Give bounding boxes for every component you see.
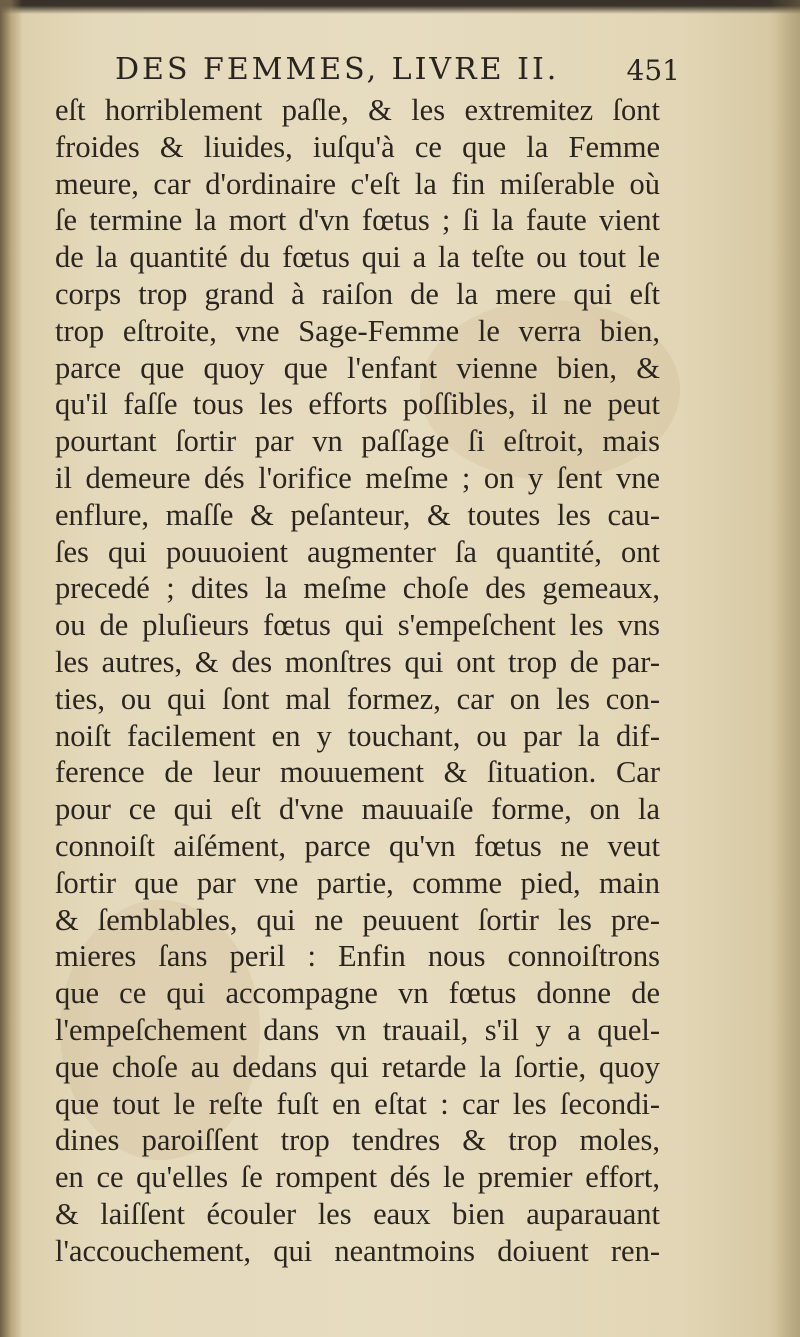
text-line: meure, car d'ordinaire c'eſt la fin miſerable où (55, 166, 660, 201)
text-line: precedé ; dites la meſme choſe des gemeaux, (55, 571, 660, 606)
text-line: dines paroiſſent trop tendres & trop moles, (55, 1123, 660, 1158)
text-line: l'accouchement, qui neantmoins doiuent ren- (55, 1233, 660, 1268)
page-header (115, 50, 680, 96)
text-line: ties, ou qui ſont mal formez, car on les con- (55, 681, 660, 716)
text-line: ference de leur mouuement & ſituation. Car (55, 755, 660, 790)
text-line: parce que quoy que l'enfant vienne bien, & (55, 350, 660, 385)
text-line: pourtant ſortir par vn paſſage ſi eſtroit, mais (55, 424, 660, 459)
text-line: mieres ſans peril : Enfin nous connoiſtrons (55, 939, 660, 974)
page-right-edge (770, 0, 800, 1337)
text-line: enflure, maſſe & peſanteur, & toutes les cau- (55, 497, 660, 532)
text-line: ſortir que par vne partie, comme pied, main (55, 865, 660, 900)
text-line: corps trop grand à raiſon de la mere qui eſt (55, 276, 660, 311)
text-line: que choſe au dedans qui retarde la ſortie, quoy (55, 1049, 660, 1084)
text-line: & ſemblables, qui ne peuuent ſortir les pre- (55, 902, 660, 937)
text-line: que tout le reſte fuſt en eſtat : car les ſecondi- (55, 1086, 660, 1121)
text-line: trop eſtroite, vne Sage-Femme le verra bien, (55, 313, 660, 348)
text-line: de la quantité du fœtus qui a la teſte ou tout le (55, 240, 660, 275)
page-gutter-shadow (0, 0, 22, 1337)
text-line: noiſt facilement en y touchant, ou par la dif- (55, 718, 660, 753)
body-text (55, 92, 660, 1270)
text-line: l'empeſchement dans vn trauail, s'il y a quel- (55, 1012, 660, 1047)
text-line: il demeure dés l'orifice meſme ; on y ſent vne (55, 460, 660, 495)
text-line: que ce qui accompagne vn fœtus donne de (55, 976, 660, 1011)
text-line: & laiſſent écouler les eaux bien auparauant (55, 1196, 660, 1231)
text-line: qu'il faſſe tous les efforts poſſibles, il ne peut (55, 387, 660, 422)
text-line: connoiſt aiſément, parce qu'vn fœtus ne veut (55, 828, 660, 863)
text-line: les autres, & des monſtres qui ont trop de par- (55, 644, 660, 679)
page-top-edge (0, 0, 800, 14)
text-line: ou de pluſieurs fœtus qui s'empeſchent les vns (55, 608, 660, 643)
text-line: eſt horriblement paſle, & les extremitez ſont (55, 93, 660, 127)
running-head: DES FEMMES, LIVRE II. (115, 52, 560, 87)
text-line: ſes qui pouuoient augmenter ſa quantité, ont (55, 534, 660, 569)
text-line: froides & liuides, iuſqu'à ce que la Femme (55, 129, 660, 164)
text-line: pour ce qui eſt d'vne mauuaiſe forme, on la (55, 792, 660, 827)
page-number: 451 (626, 54, 680, 87)
text-line: ſe termine la mort d'vn fœtus ; ſi la faute vient (55, 203, 660, 238)
text-line: en ce qu'elles ſe rompent dés le premier effort, (55, 1160, 660, 1195)
